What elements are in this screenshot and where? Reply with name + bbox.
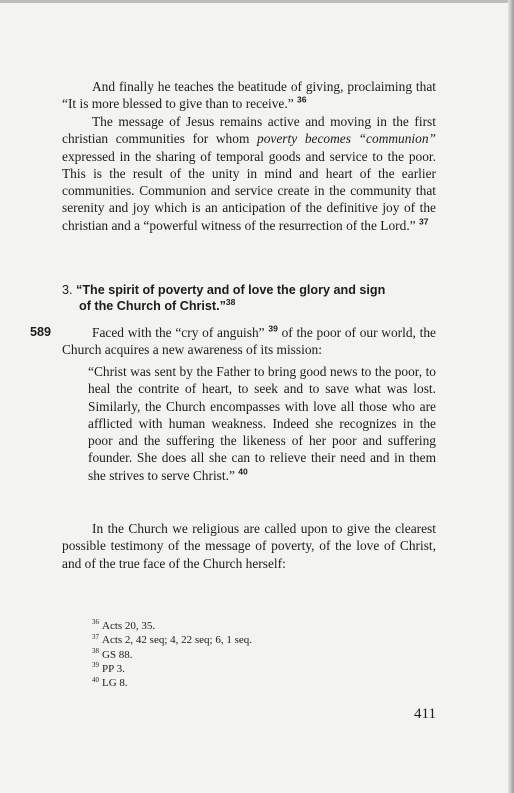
page-right-edge: [508, 0, 514, 793]
footnotes-list: [92, 619, 392, 690]
margin-paragraph-number: 589: [30, 325, 52, 339]
paragraph-message-text-a: The message of Jesus remains active and moving in the first christian communities for whom: [62, 114, 436, 147]
footnote-ref-39: 39: [268, 323, 278, 334]
block-quote-text: “Christ was sent by the Father to bring good news to the poor, to heal the contrite of heart, to seek and to save what was lost. Similarly, the Church encompasses with love all those who are afflicted with human weakness. Indeed she recognizes in the poor and the suffering the likeness of her poor and suffering founder. She does all she can to relieve their need and in them she strives to serve Christ.”: [88, 364, 436, 483]
paragraph-religious: [62, 520, 436, 572]
footnote-item: [92, 648, 392, 662]
page-number: 411: [414, 706, 436, 722]
paragraph-faced: [62, 324, 436, 359]
footnote-number: 36: [92, 618, 99, 627]
paragraph-faced-text-a: Faced with the “cry of anguish”: [92, 325, 269, 340]
paragraph-message-text-b: expressed in the sharing of temporal goods and service to the poor. This is the result of the unity in mind and heart of the earlier communities. Communion and service create in the community that serenity and joy which is an anticipation of the definitive joy of the christian and a “powerful witness of the resurrection of the Lord.”: [62, 148, 436, 233]
footnote-text: PP 3.: [102, 662, 125, 675]
footnote-number: 37: [92, 632, 99, 641]
page-top-edge: [0, 0, 514, 3]
footnote-ref-36: 36: [297, 94, 307, 105]
paragraph-faced-text-b: of the poor of our world, the Church acquires a new awareness of its mission:: [62, 325, 436, 358]
footnote-item: [92, 619, 392, 633]
footnote-ref-38: 38: [225, 296, 236, 307]
footnote-item: [92, 662, 392, 676]
paragraph-giving: [62, 78, 436, 113]
footnote-ref-40: 40: [238, 466, 248, 477]
footnote-text: Acts 2, 42 seq; 4, 22 seq; 6, 1 seq.: [102, 634, 253, 647]
footnote-text: GS 88.: [102, 648, 133, 661]
footnote-number: 38: [92, 646, 99, 655]
section-title-line2: of the Church of Christ.”: [79, 299, 226, 313]
footnote-number: 39: [92, 661, 99, 670]
paragraph-religious-text: In the Church we religious are called upon to give the clearest possible testimony of the message of poverty, of the love of Christ, and of the true face of the Church herself:: [62, 521, 436, 571]
paragraph-message-emphasis: poverty becomes “communion”: [257, 131, 436, 147]
paragraph-giving-text: And finally he teaches the beatitude of giving, proclaiming that “It is more blessed to give than to receive.”: [62, 79, 436, 112]
section-title-line1: “The spirit of poverty and of love the glory and sign: [76, 283, 386, 297]
section-number: 3.: [62, 283, 73, 297]
footnote-item: [92, 676, 392, 690]
footnote-item: [92, 633, 392, 647]
block-quote: [88, 363, 436, 484]
footnote-number: 40: [92, 675, 99, 684]
section-heading: [62, 282, 442, 314]
paragraph-message: [62, 113, 436, 234]
footnote-text: Acts 20, 35.: [102, 620, 156, 632]
footnote-text: LG 8.: [102, 677, 128, 690]
footnote-ref-37: 37: [418, 216, 429, 227]
